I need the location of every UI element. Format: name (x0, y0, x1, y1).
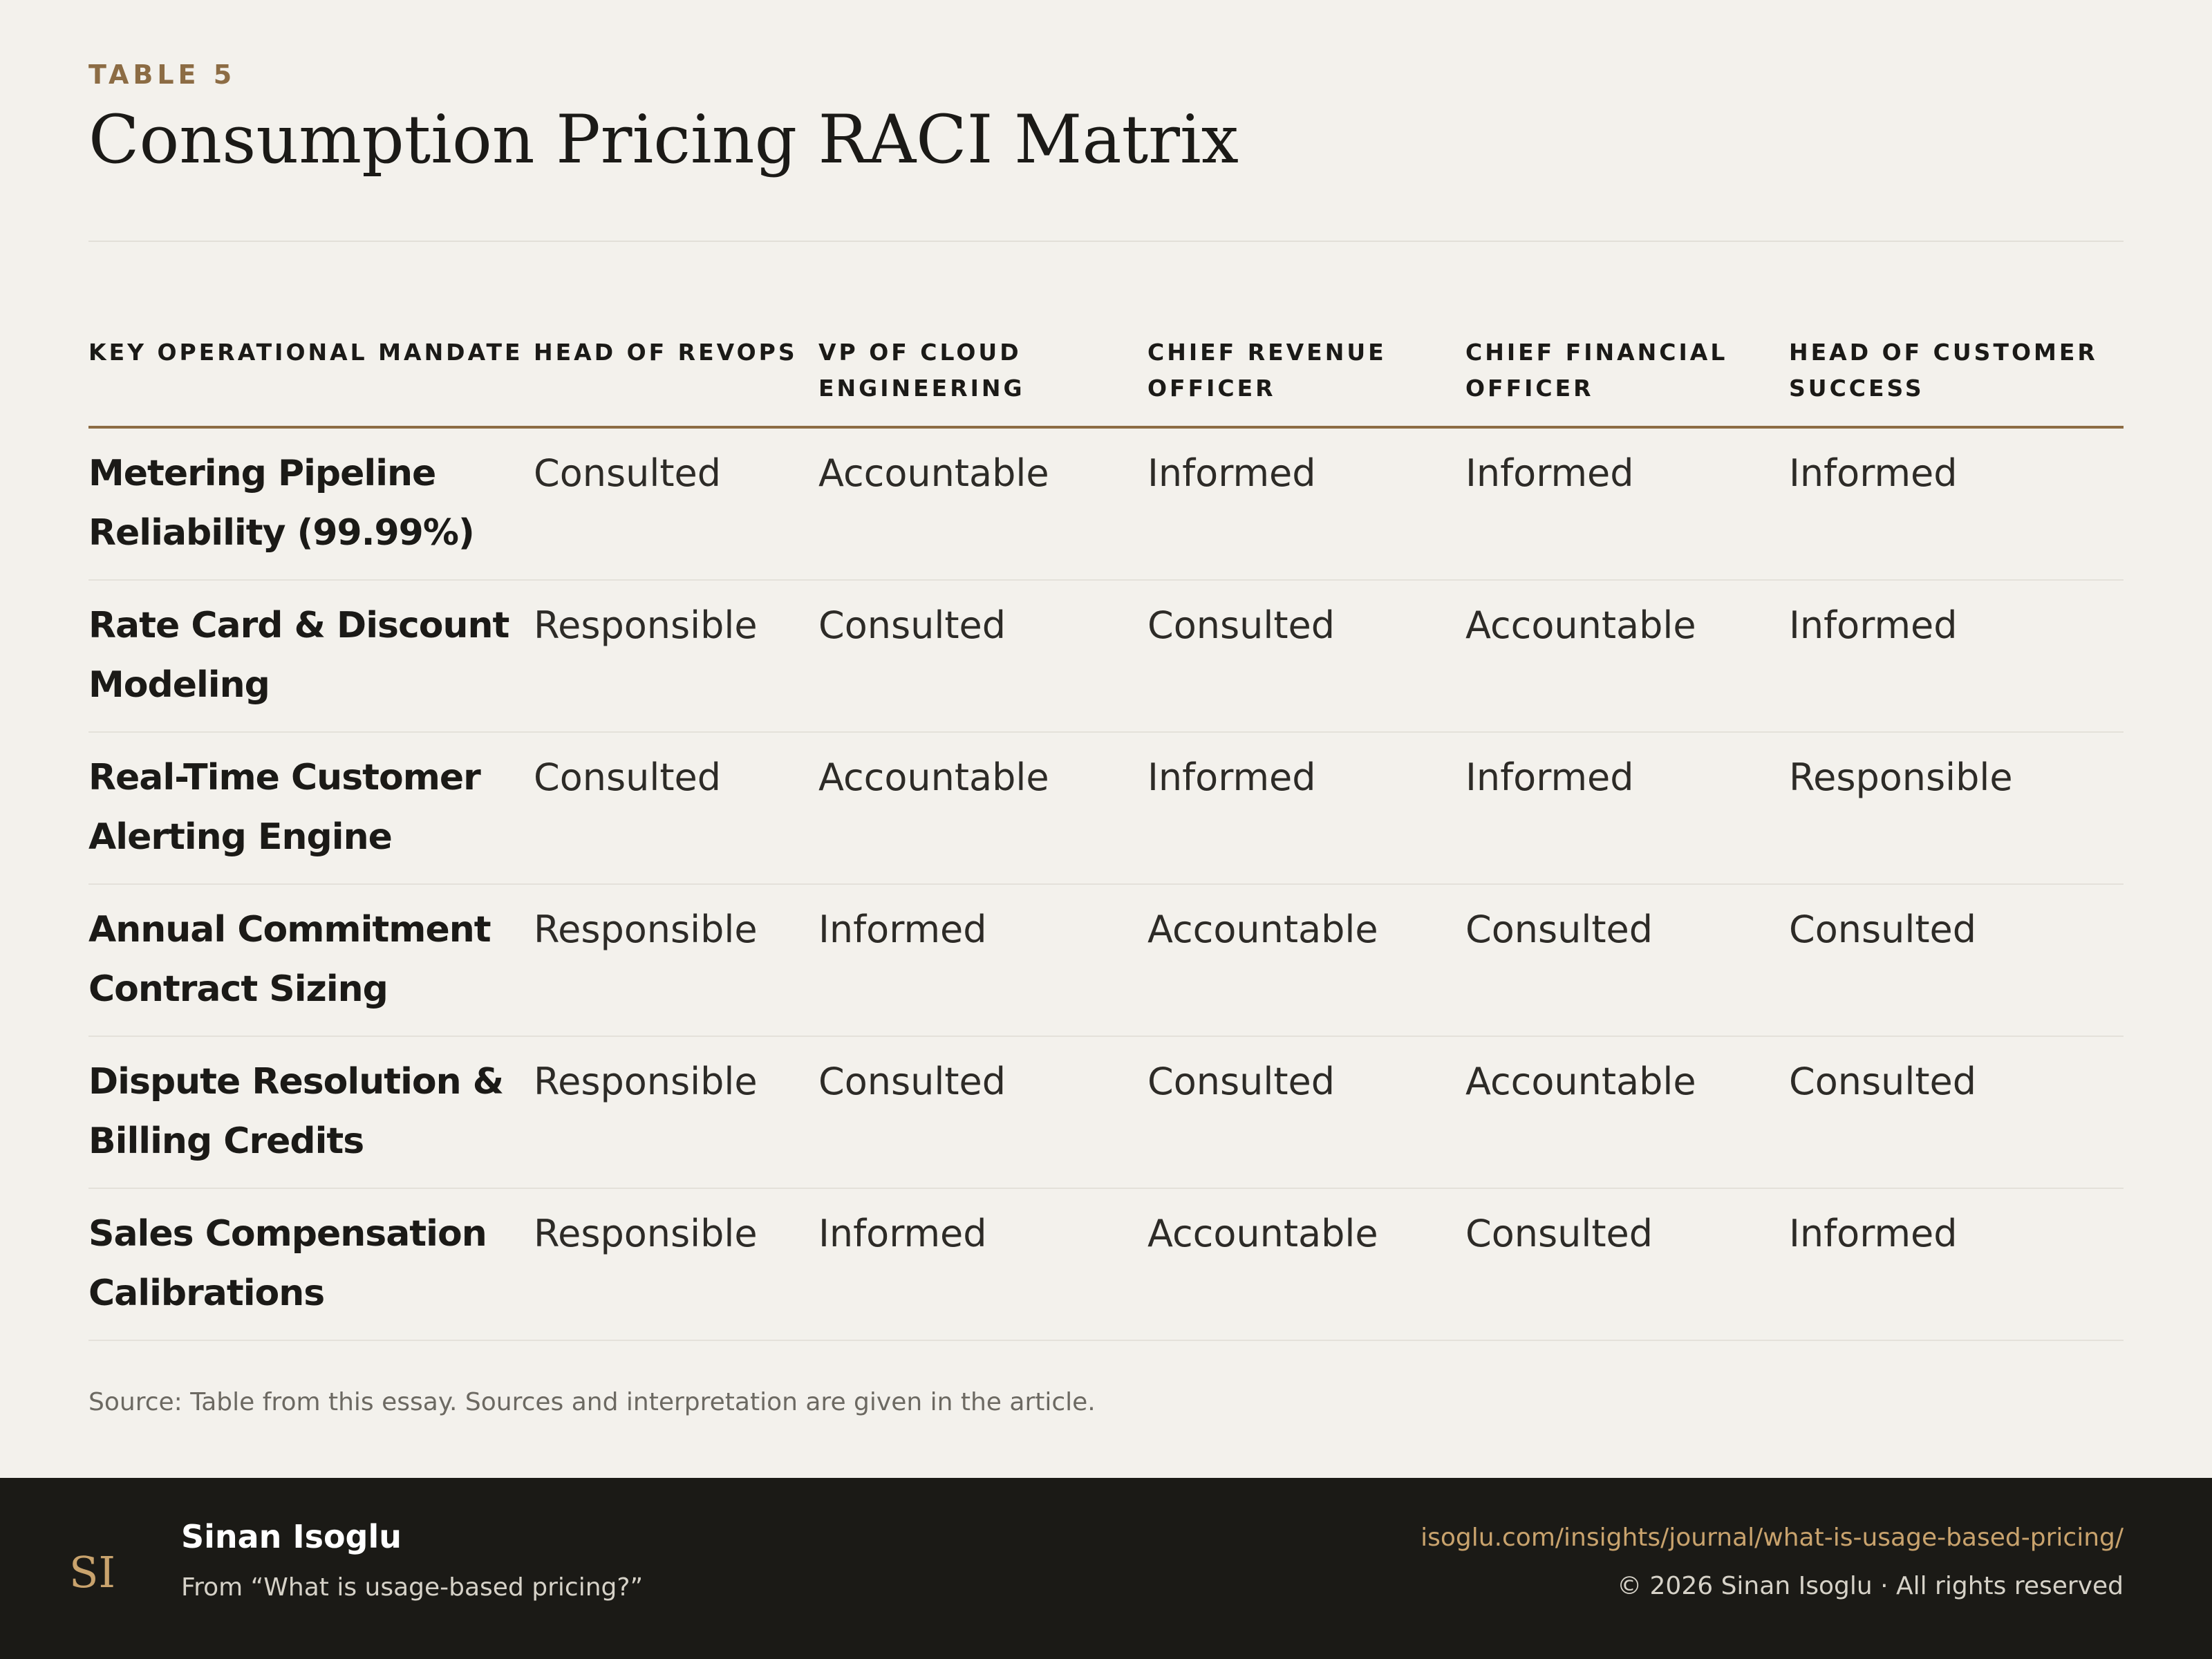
mandate-cell: Sales Compensation Calibrations (88, 1188, 534, 1340)
monogram-logo-icon (65, 1541, 120, 1600)
table-row (88, 1036, 2124, 1188)
raci-cell: Accountable (1465, 580, 1789, 732)
table-row (88, 884, 2124, 1036)
mandate-cell: Dispute Resolution & Billing Credits (88, 1036, 534, 1188)
raci-cell: Responsible (534, 580, 818, 732)
raci-cell: Responsible (534, 1036, 818, 1188)
article-reference: From “What is usage-based pricing?” (181, 1573, 644, 1602)
table-header-row (88, 318, 2124, 427)
raci-cell: Consulted (818, 580, 1147, 732)
raci-cell: Accountable (818, 427, 1147, 580)
raci-cell: Informed (1465, 732, 1789, 884)
author-name: Sinan Isoglu (181, 1518, 402, 1555)
raci-cell: Informed (818, 1188, 1147, 1340)
table-eyebrow: TABLE 5 (88, 59, 236, 90)
column-header-cro: CHIEF REVENUE OFFICER (1147, 318, 1465, 427)
raci-cell: Informed (1789, 1188, 2124, 1340)
article-link[interactable]: isoglu.com/insights/journal/what-is-usage-based-pricing/ (1421, 1524, 2124, 1552)
raci-cell: Informed (1465, 427, 1789, 580)
raci-cell: Informed (1147, 427, 1465, 580)
raci-cell: Consulted (1147, 1036, 1465, 1188)
column-header-customer-success: HEAD OF CUSTOMER SUCCESS (1789, 318, 2124, 427)
raci-cell: Accountable (1147, 884, 1465, 1036)
raci-cell: Informed (818, 884, 1147, 1036)
page-title: Consumption Pricing RACI Matrix (88, 101, 1239, 178)
raci-cell: Consulted (1465, 884, 1789, 1036)
raci-cell: Informed (1789, 580, 2124, 732)
table-row (88, 732, 2124, 884)
raci-cell: Consulted (534, 732, 818, 884)
column-header-cloud-engineering: VP OF CLOUD ENGINEERING (818, 318, 1147, 427)
raci-cell: Responsible (534, 884, 818, 1036)
column-header-mandate: KEY OPERATIONAL MANDATE (88, 318, 534, 427)
raci-cell: Consulted (1465, 1188, 1789, 1340)
column-header-revops: HEAD OF REVOPS (534, 318, 818, 427)
raci-cell: Responsible (534, 1188, 818, 1340)
mandate-cell: Annual Commitment Contract Sizing (88, 884, 534, 1036)
raci-cell: Consulted (1789, 884, 2124, 1036)
title-divider (88, 241, 2124, 242)
raci-cell: Consulted (1147, 580, 1465, 732)
raci-table (88, 318, 2124, 1341)
mandate-cell: Real-Time Customer Alerting Engine (88, 732, 534, 884)
raci-cell: Accountable (1465, 1036, 1789, 1188)
raci-cell: Consulted (818, 1036, 1147, 1188)
raci-cell: Informed (1789, 427, 2124, 580)
raci-cell: Consulted (534, 427, 818, 580)
column-header-cfo: CHIEF FINANCIAL OFFICER (1465, 318, 1789, 427)
mandate-cell: Metering Pipeline Reliability (99.99%) (88, 427, 534, 580)
table-row (88, 1188, 2124, 1340)
raci-cell: Informed (1147, 732, 1465, 884)
source-note: Source: Table from this essay. Sources and interpretation are given in the article. (88, 1388, 1096, 1416)
logo-text: SI (69, 1547, 115, 1597)
table-row (88, 427, 2124, 580)
copyright-text: © 2026 Sinan Isoglu · All rights reserved (1617, 1572, 2124, 1600)
raci-cell: Consulted (1789, 1036, 2124, 1188)
raci-cell: Responsible (1789, 732, 2124, 884)
table-row (88, 580, 2124, 732)
page-footer (0, 1478, 2212, 1659)
raci-cell: Accountable (818, 732, 1147, 884)
mandate-cell: Rate Card & Discount Modeling (88, 580, 534, 732)
raci-cell: Accountable (1147, 1188, 1465, 1340)
